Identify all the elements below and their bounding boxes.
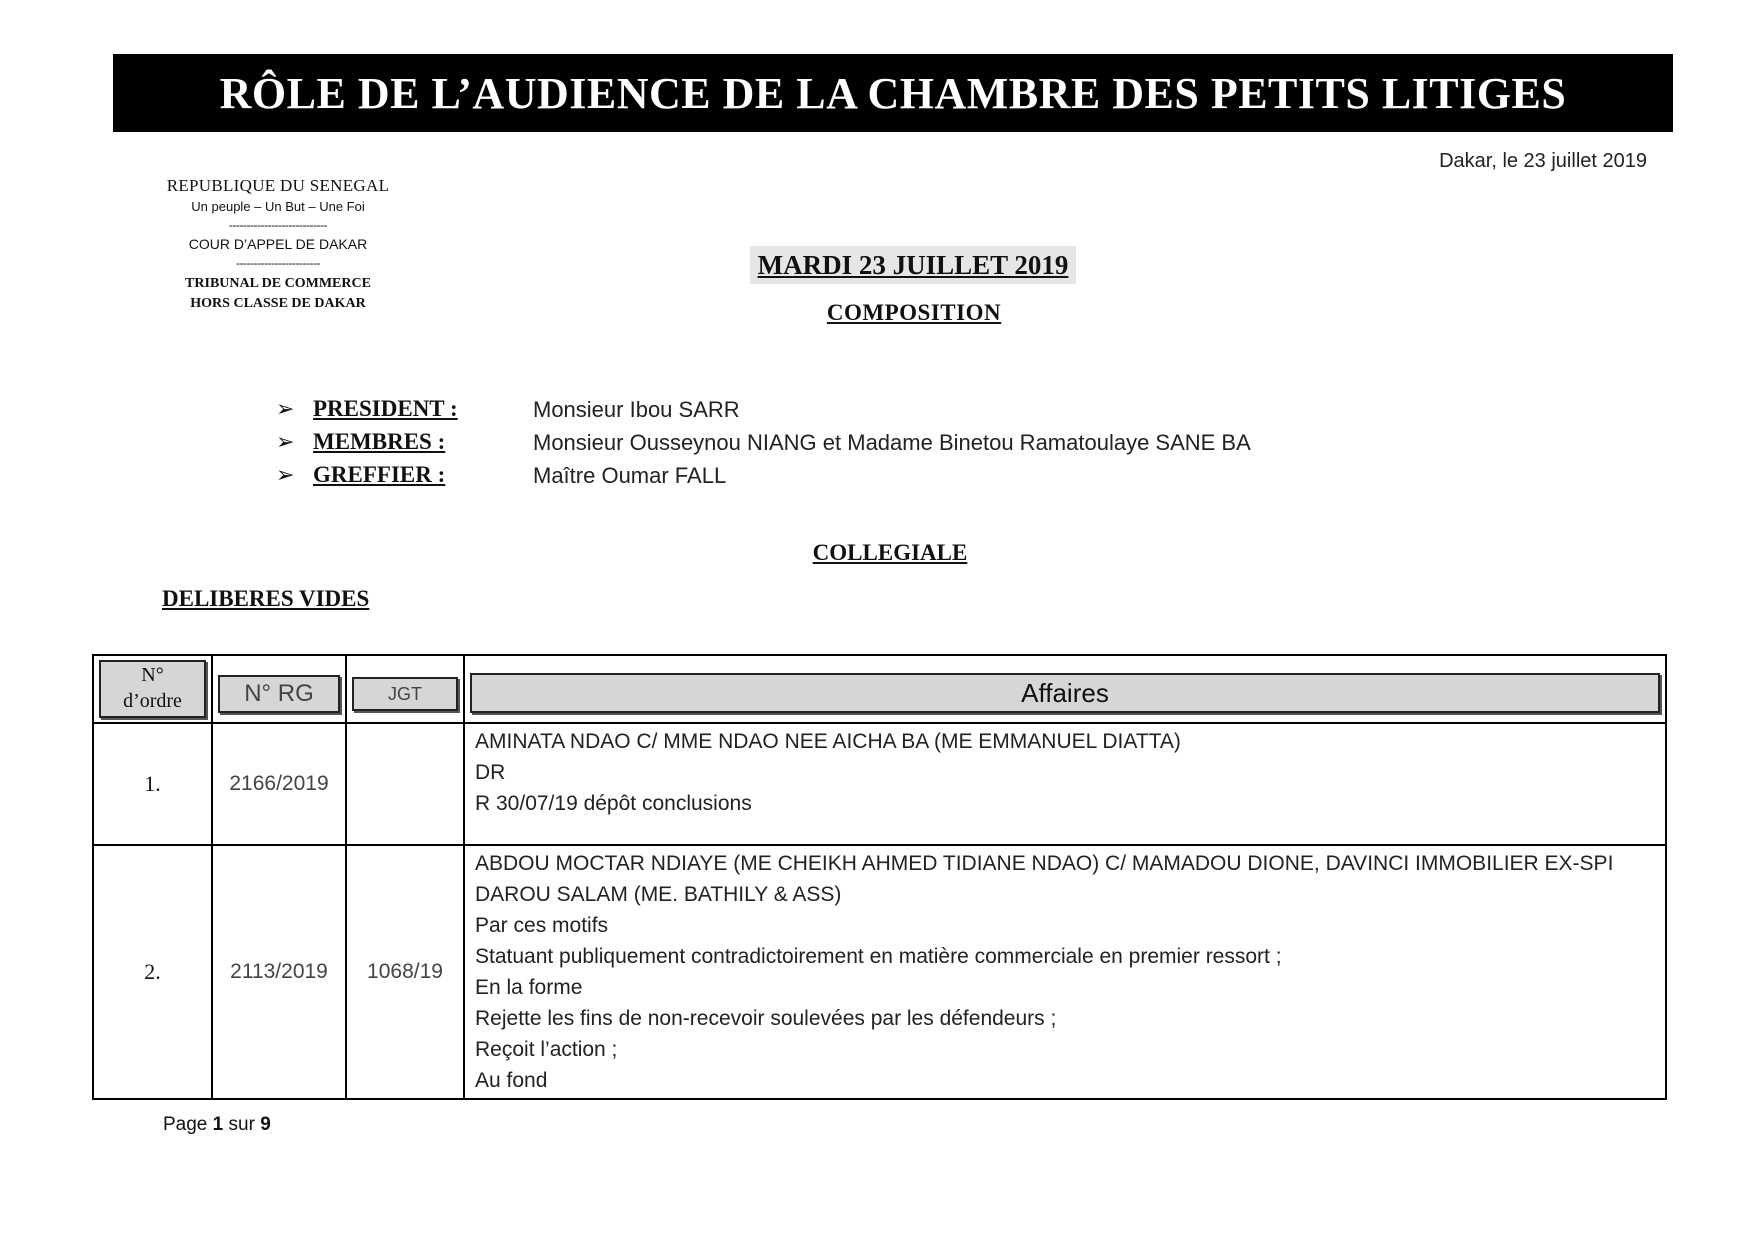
header-cell-rg [212,655,346,723]
affaire-line: En la forme [475,976,583,999]
header-jgt: JGT [352,677,458,711]
affaire-parties: DAROU SALAM (ME. BATHILY & ASS) [475,883,842,906]
letterhead-tribunal [148,274,408,314]
header-affaires: Affaires [470,673,1660,713]
arrow-bullet-icon: ➢ [276,429,295,454]
header-cell-ordre [93,655,212,723]
letterhead [148,176,408,314]
header-ordre-line2: d’ordre [123,690,182,712]
cell-jgt: 1068/19 [346,845,464,1099]
composition-label: PRESIDENT : [313,396,458,421]
composition-label: GREFFIER : [313,462,446,487]
affaire-line: Par ces motifs [475,914,609,937]
affaire-line: Reçoit l’action ; [475,1038,618,1061]
affaire-parties: AMINATA NDAO C/ MME NDAO NEE AICHA BA (ME EMMANUEL DIATTA) [475,730,1181,753]
page-banner-title: RÔLE DE L’AUDIENCE DE LA CHAMBRE DES PETITS LITIGES [113,54,1673,132]
deliberes-vides-heading: DELIBERES VIDES [162,586,370,611]
letterhead-separator: ---------------------------- [229,218,327,232]
affaire-line: Au fond [475,1069,548,1092]
cell-ordre: 1. [93,723,212,845]
arrow-bullet-icon: ➢ [276,462,295,487]
header-cell-jgt [346,655,464,723]
footer-page-word: Page [163,1114,208,1135]
cases-table [92,654,1667,1100]
letterhead-court: COUR D’APPEL DE DAKAR [188,236,368,252]
arrow-bullet-icon: ➢ [276,396,295,421]
letterhead-separator: ------------------------ [236,256,320,270]
footer-sur-word: sur [228,1114,255,1135]
document-date: Dakar, le 23 juillet 2019 [1439,150,1647,172]
cell-rg: 2166/2019 [212,723,346,845]
cell-ordre: 2. [93,845,212,1099]
cell-affaires [464,845,1666,1099]
header-ordre-line1: N° [141,664,164,686]
letterhead-motto: Un peuple – Un But – Une Foi [191,199,365,214]
letterhead-tribunal-line1: TRIBUNAL DE COMMERCE [185,276,371,291]
composition-heading: COMPOSITION [826,300,1002,325]
table-row [93,845,1666,1099]
header-rg: N° RG [218,675,340,713]
composition-value: Maître Oumar FALL [533,463,727,488]
table-header-row [93,655,1666,723]
composition-value: Monsieur Ibou SARR [533,397,740,422]
header-ordre [99,660,206,718]
affaire-line: R 30/07/19 dépôt conclusions [475,792,752,815]
collegiale-heading: COLLEGIALE [812,540,968,565]
footer-page-total: 9 [260,1114,271,1135]
affaire-line: Rejette les fins de non-recevoir soulevées par les défendeurs ; [475,1007,1057,1030]
page-footer [163,1114,271,1136]
letterhead-tribunal-line2: HORS CLASSE DE DAKAR [190,296,366,311]
header-cell-affaires [464,655,1666,723]
cell-jgt [346,723,464,845]
affaire-line: Statuant publiquement contradictoirement en matière commerciale en premier ressort ; [475,945,1282,968]
composition-value: Monsieur Ousseynou NIANG et Madame Binetou Ramatoulaye SANE BA [533,430,1251,455]
footer-page-current: 1 [212,1114,224,1135]
hearing-day-title: MARDI 23 JUILLET 2019 [750,246,1076,284]
cell-rg: 2113/2019 [212,845,346,1099]
cell-affaires [464,723,1666,845]
affaire-line: DR [475,761,506,784]
composition-label: MEMBRES : [313,429,446,454]
letterhead-country: REPUBLIQUE DU SENEGAL [166,176,390,195]
affaire-parties: ABDOU MOCTAR NDIAYE (ME CHEIKH AHMED TIDIANE NDAO) C/ MAMADOU DIONE, DAVINCI IMMOBILIER EX-SPI [475,852,1614,875]
table-row [93,723,1666,845]
